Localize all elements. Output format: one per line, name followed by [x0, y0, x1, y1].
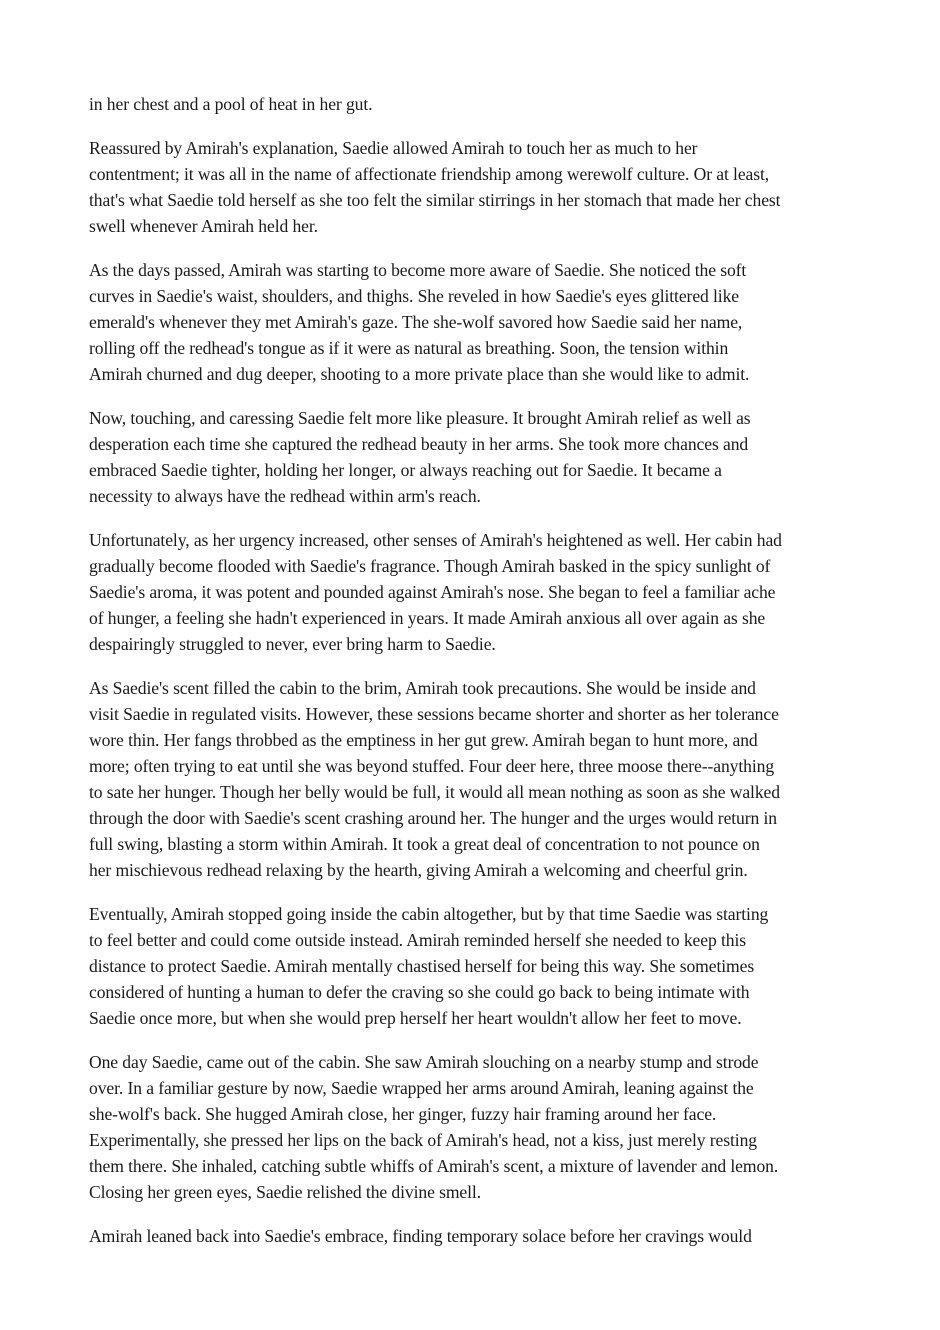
text-line: she-wolf's back. She hugged Amirah close, her ginger, fuzzy hair framing around her face. [89, 1104, 717, 1124]
text-line: distance to protect Saedie. Amirah mentally chastised herself for being this way. She sometimes [89, 956, 755, 976]
paragraph [89, 257, 869, 387]
text-line: Unfortunately, as her urgency increased, other senses of Amirah's heightened as well. Her cabin had [89, 530, 782, 550]
paragraph [89, 91, 869, 117]
text-line: Saedie once more, but when she would prep herself her heart wouldn't allow her feet to move. [89, 1008, 742, 1028]
text-line: swell whenever Amirah held her. [89, 216, 318, 236]
text-line: Closing her green eyes, Saedie relished the divine smell. [89, 1182, 482, 1202]
paragraph [89, 527, 869, 657]
text-line: curves in Saedie's waist, shoulders, and thighs. She reveled in how Saedie's eyes glittered like [89, 286, 740, 306]
text-line: As Saedie's scent filled the cabin to the brim, Amirah took precautions. She would be inside and [89, 678, 756, 698]
text-line: over. In a familiar gesture by now, Saedie wrapped her arms around Amirah, leaning against the [89, 1078, 754, 1098]
text-line: full swing, blasting a storm within Amirah. It took a great deal of concentration to not pounce on [89, 834, 760, 854]
document-page [89, 91, 869, 1267]
paragraph [89, 1049, 869, 1205]
text-line: necessity to always have the redhead within arm's reach. [89, 486, 481, 506]
text-line: her mischievous redhead relaxing by the hearth, giving Amirah a welcoming and cheerful grin. [89, 860, 748, 880]
text-line: despairingly struggled to never, ever bring harm to Saedie. [89, 634, 496, 654]
text-line: Experimentally, she pressed her lips on the back of Amirah's head, not a kiss, just merely resting [89, 1130, 757, 1150]
text-line: in her chest and a pool of heat in her gut. [89, 94, 373, 114]
text-line: contentment; it was all in the name of affectionate friendship among werewolf culture. Or at least, [89, 164, 770, 184]
text-line: them there. She inhaled, catching subtle whiffs of Amirah's scent, a mixture of lavender and lemon. [89, 1156, 779, 1176]
text-line: rolling off the redhead's tongue as if it were as natural as breathing. Soon, the tension within [89, 338, 729, 358]
text-line: of hunger, a feeling she hadn't experienced in years. It made Amirah anxious all over again as she [89, 608, 766, 628]
text-line: desperation each time she captured the redhead beauty in her arms. She took more chances and [89, 434, 749, 454]
text-line: embraced Saedie tighter, holding her longer, or always reaching out for Saedie. It became a [89, 460, 722, 480]
text-line: wore thin. Her fangs throbbed as the emptiness in her gut grew. Amirah began to hunt more, and [89, 730, 758, 750]
paragraph [89, 675, 869, 883]
text-line: Amirah leaned back into Saedie's embrace, finding temporary solace before her cravings would [89, 1226, 752, 1246]
text-line: to feel better and could come outside instead. Amirah reminded herself she needed to keep this [89, 930, 746, 950]
paragraph [89, 901, 869, 1031]
text-line: emerald's whenever they met Amirah's gaze. The she-wolf savored how Saedie said her name, [89, 312, 743, 332]
paragraph [89, 135, 869, 239]
text-line: Reassured by Amirah's explanation, Saedie allowed Amirah to touch her as much to her [89, 138, 698, 158]
text-line: Now, touching, and caressing Saedie felt more like pleasure. It brought Amirah relief as well as [89, 408, 751, 428]
text-line: visit Saedie in regulated visits. However, these sessions became shorter and shorter as her tolerance [89, 704, 779, 724]
text-line: As the days passed, Amirah was starting to become more aware of Saedie. She noticed the soft [89, 260, 747, 280]
text-line: Amirah churned and dug deeper, shooting to a more private place than she would like to admit. [89, 364, 750, 384]
text-line: Saedie's aroma, it was potent and pounded against Amirah's nose. She began to feel a familiar ache [89, 582, 776, 602]
text-line: considered of hunting a human to defer the craving so she could go back to being intimate with [89, 982, 750, 1002]
paragraph [89, 1223, 869, 1249]
text-line: through the door with Saedie's scent crashing around her. The hunger and the urges would return in [89, 808, 777, 828]
text-line: Eventually, Amirah stopped going inside the cabin altogether, but by that time Saedie was starting [89, 904, 769, 924]
text-line: to sate her hunger. Though her belly would be full, it would all mean nothing as soon as she walked [89, 782, 780, 802]
paragraph [89, 405, 869, 509]
text-line: more; often trying to eat until she was beyond stuffed. Four deer here, three moose there--anything [89, 756, 775, 776]
text-line: that's what Saedie told herself as she too felt the similar stirrings in her stomach that made her chest [89, 190, 781, 210]
text-line: gradually become flooded with Saedie's fragrance. Though Amirah basked in the spicy sunlight of [89, 556, 771, 576]
text-line: One day Saedie, came out of the cabin. She saw Amirah slouching on a nearby stump and strode [89, 1052, 759, 1072]
